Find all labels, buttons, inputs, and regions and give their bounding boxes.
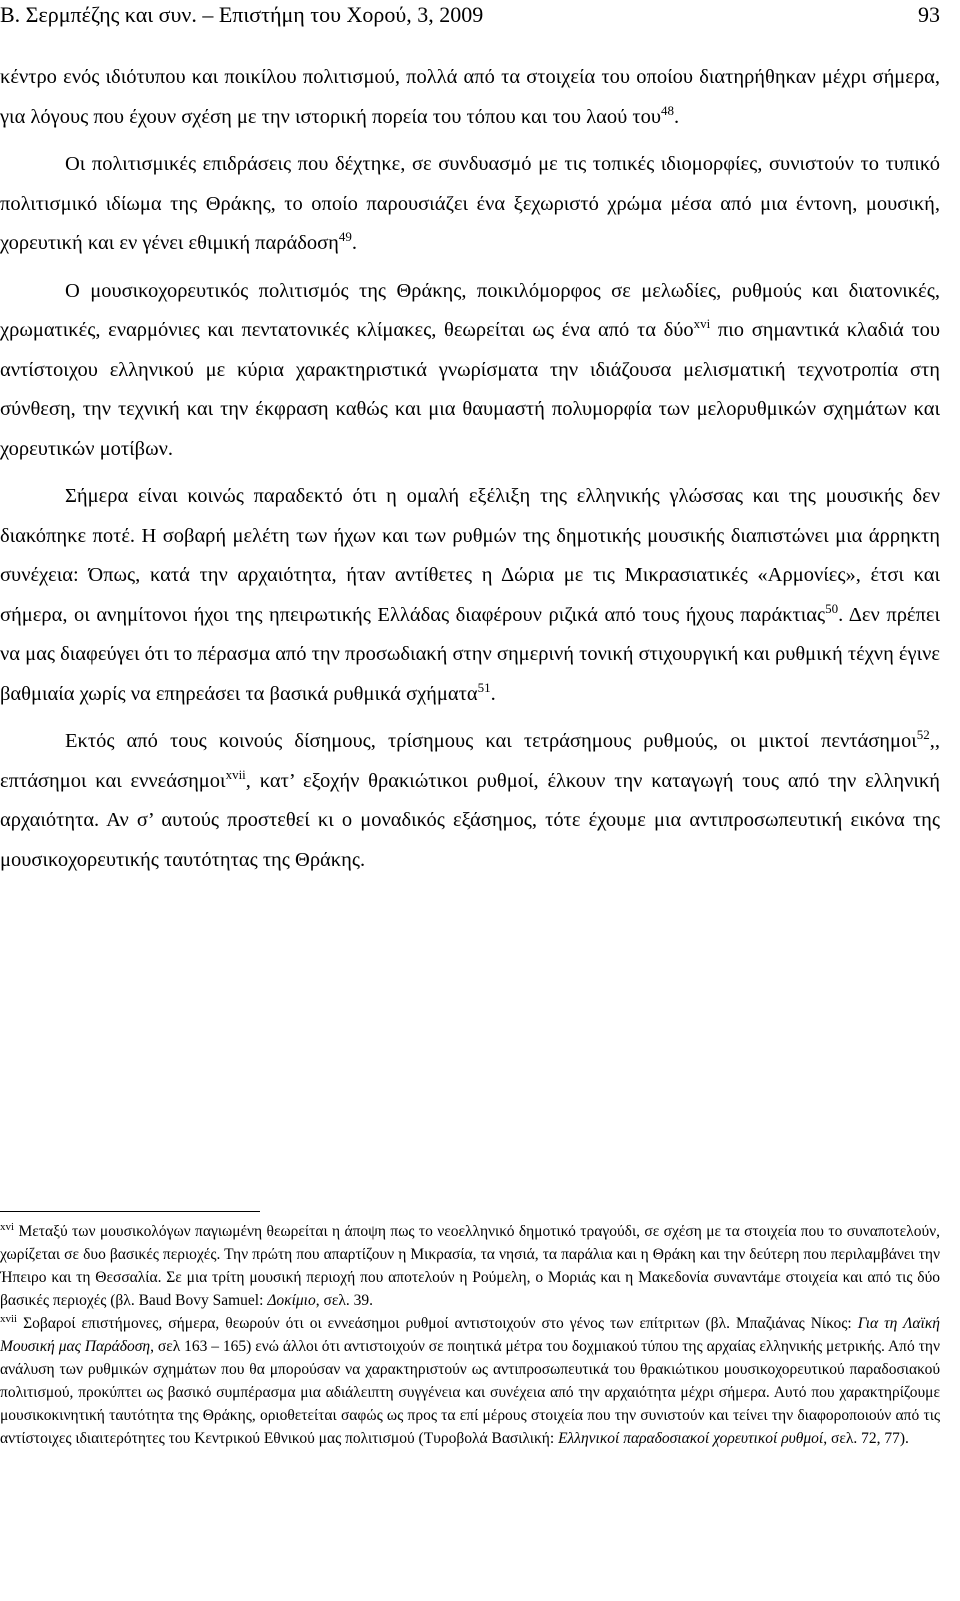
paragraph-5-text-c: , κατ’ εξοχήν θρακιώτικοι ρυθμοί, έλκουν την καταγωγή τους από την ελληνική αρχαιότητα. Αν σ’ αυτούς προστεθεί κι ο μοναδικός εξάσημος, τότε έχουμε μια αντιπροσωπευτική εικόνα της μουσικοχορευτικής ταυτότητας της Θράκης. (0, 769, 940, 871)
footnote-xvi-text-a: Μεταξύ των μουσικολόγων παγιωμένη θεωρείται η άποψη πως το νεοελληνικό δημοτικό τραγούδι, σε σχέση με τα στοιχεία που το συναποτελούν, χωρίζεται σε δυο βασικές περιοχές. Την πρώτη που απαρτίζουν η Μικρασία, τα νησιά, τα παράλια και η Θράκη και την δεύτερη που περιλαμβάνει την Ήπειρο και τη Θεσσαλία. Σε μια τρίτη μουσική περιοχή που αποτελούν η Ρούμελη, ο Μοριάς και η Μακεδονία συναντάμε στοιχεία και από τις δύο βασικές περιοχές (βλ. Baud Bovy Samuel: (0, 1223, 940, 1309)
paragraph-4-text-a: Σήμερα είναι κοινώς παραδεκτό ότι η ομαλή εξέλιξη της ελληνικής γλώσσας και της μουσικής δεν διακόπηκε ποτέ. Η σοβαρή μελέτη των ήχων και των ρυθμών της δημοτικής μουσικής διαπιστώνει μια άρρηκτη συνέχεια: Όπως, κατά την αρχαιότητα, ήταν αντίθετες η Δώρια με τις Μικρασιατικές «Αρμονίες», έτσι και σήμερα, οι ανημίτονοι ήχοι της ηπειρωτικής Ελλάδας διαφέρουν ριζικά από τους ήχους παράκτιας (0, 485, 940, 626)
running-header (0, 0, 940, 34)
paragraph-4-text-b: . Δεν πρέπει να μας διαφεύγει ότι το πέρασμα από την προσωδιακή στην σημερινή τονική στιχουργική και ρυθμική τέχνη έγινε βαθμιαία χωρίς να επηρεάσει τα βασικά ρυθμικά σχήματα (0, 603, 941, 705)
paragraph-3-text-b: πιο σημαντικά κλαδιά του αντίστοιχου ελληνικού με κύρια χαρακτηριστικά γνωρίσματα την ιδιάζουσα μελισματική τεχνοτροπία στη σύνθεση, την τεχνική και την έκφραση καθώς και μια θαυμαστή πολυμορφία των μελορυθμικών σχημάτων και χορευτικών μοτίβων. (0, 319, 940, 460)
footnote-xvi-title: Δοκίμιο (267, 1292, 316, 1309)
footnote-xvii-title-2: Ελληνικοί παραδοσιακοί χορευτικοί ρυθμοί (558, 1430, 824, 1447)
paragraph-5 (0, 722, 940, 880)
footnote-separator (0, 1211, 260, 1212)
footnote-ref-48[interactable]: 48 (661, 102, 675, 118)
paragraph-4-text-c: . (490, 682, 496, 705)
paragraph-5-text-b: ,, επτάσημοι και εννεάσημοι (0, 730, 940, 792)
paragraph-2-end: . (351, 232, 358, 254)
body-text (0, 58, 940, 888)
footnote-xvi (0, 1220, 940, 1312)
footnote-ref-xvii[interactable]: xvii (225, 766, 246, 782)
footnote-ref-49[interactable]: 49 (338, 229, 352, 245)
footnote-mark-xvii: xvii (0, 1312, 18, 1325)
footnote-ref-52[interactable]: 52 (916, 727, 930, 743)
footnote-xvii-title-1: Για τη Λαϊκή Μουσική μας Παράδοση (0, 1315, 940, 1355)
footnote-xvii-text-c: , σελ. 72, 77). (823, 1430, 909, 1447)
paragraph-3 (0, 272, 940, 470)
footnote-xvii-text-b: , σελ 163 – 165) ενώ άλλοι ότι αντιστοιχούν σε ποιητικά μέτρα του δοχμιακού τύπου της αρχαίας ελληνικής μετρικής. Από την ανάλυση των ρυθμικών σχημάτων που θα μπορούσαν να χαρακτηριστούν ως αντιπροσωπευτικά του θρακιώτικου μουσικοχορευτικού παραδοσιακού πολιτισμού, προκύπτει ως βασικό συμπέρασμα μια αδιάλειπτη συγγένεια και συνέχεια από την αρχαιότητα μέχρι σήμερα. Αυτό που χαρακτηρίζουμε μουσικοκινητική ταυτότητα της Θράκης, οριοθετείται σαφώς ως προς τα επί μέρους στοιχεία που την συνιστούν και τείνει την διαφοροποιούν από τις αντίστοιχες ιδιαιτερότητες του Κεντρικού Εθνικού μας πολιτισμού (Τυροβολά Βασιλική: (0, 1338, 940, 1447)
footnote-ref-xvi[interactable]: xvi (693, 316, 711, 332)
footnote-ref-50[interactable]: 50 (825, 600, 839, 616)
footnote-ref-51[interactable]: 51 (477, 679, 491, 695)
paragraph-1-text: κέντρο ενός ιδιότυπου και ποικίλου πολιτισμού, πολλά από τα στοιχεία του οποίου διατηρήθηκαν μέχρι σήμερα, για λόγους που έχουν σχέση με την ιστορική πορεία του τόπου και του λαού του (0, 66, 940, 128)
paragraph-1 (0, 58, 940, 137)
paragraph-2-text: Οι πολιτισμικές επιδράσεις που δέχτηκε, σε συνδυασμό με τις τοπικές ιδιομορφίες, συνιστούν το τυπικό πολιτισμικό ιδίωμα της Θράκης, το οποίο παρουσιάζει ένα ξεχωριστό χρώμα μέσα από μια έντονη, μουσική, χορευτική και εν γένει εθιμική παράδοση (0, 153, 940, 254)
paragraph-1-end: . (674, 105, 680, 128)
paragraph-3-text-a: Ο μουσικοχορευτικός πολιτισμός της Θράκης, ποικιλόμορφος σε μελωδίες, ρυθμούς και διατονικές, χρωματικές, εναρμόνιες και πεντατονικές κλίμακες, θεωρείται ως ένα από τα δύο (0, 279, 940, 341)
header-citation: Β. Σερμπέζης και συν. – Επιστήμη του Χορού, 3, 2009 (0, 2, 484, 27)
footnote-xvii (0, 1312, 940, 1450)
paragraph-2 (0, 145, 940, 264)
page-number: 93 (918, 2, 940, 27)
footnote-mark-xvi: xvi (0, 1220, 15, 1233)
footnote-xvi-text-b: , σελ. 39. (315, 1292, 374, 1309)
paragraph-5-text-a: Εκτός από τους κοινούς δίσημους, τρίσημους και τετράσημους ρυθμούς, οι μικτοί πεντάσημοι (65, 730, 917, 752)
footnote-xvii-text-a: Σοβαροί επιστήμονες, σήμερα, θεωρούν ότι οι εννεάσημοι ρυθμοί αντιστοιχούν στο γένος των επίτριτων (βλ. Μπαζιάνας Νίκος: (17, 1315, 858, 1332)
paragraph-4 (0, 477, 940, 714)
footnotes (0, 1220, 940, 1450)
